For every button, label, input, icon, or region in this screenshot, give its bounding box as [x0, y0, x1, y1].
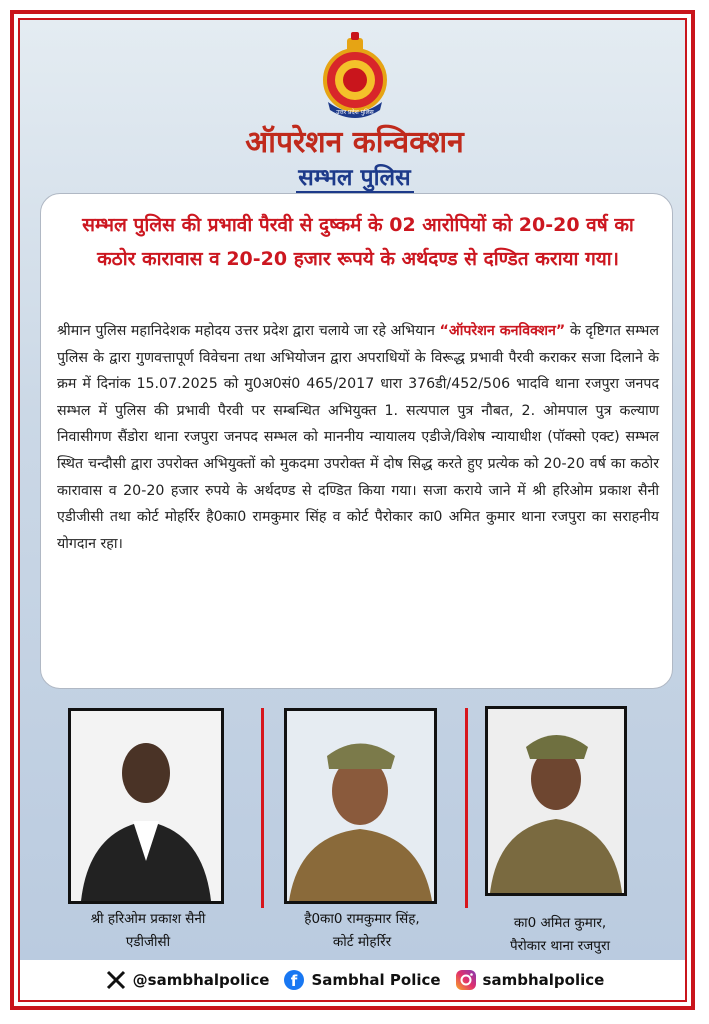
body-before: श्रीमान पुलिस महानिदेशक महोदय उत्तर प्रदेश द्वारा चलाये जा रहे अभियान [57, 323, 440, 339]
facebook-icon [283, 969, 305, 991]
page-title: ऑपरेशन कन्विक्शन [245, 125, 464, 160]
caption-name: है0का0 रामकुमार सिंह, [304, 911, 420, 927]
body-text [57, 318, 659, 557]
caption-head-constable [272, 908, 452, 954]
body-after: के दृष्टिगत सम्भल पुलिस के द्वारा गुणवत्तापूर्ण विवेचना तथा अभियोजन द्वारा अपराधियों के विरूद्ध प्रभावी पैरवी कराकर सजा दिलाने के क्रम में दिनांक 15.07.2025 को मु0अ0सं0 465/2017 धारा 376डी/452/506 भादवि थाना रजपुरा जनपद सम्भल में पुलिस की प्रभावी पैरवी पर सम्बन्धित अभियुक्त 1. सत्यपाल पुत्र नौबत, 2. ओमपाल पुत्र कल्याण निवासीगण सैंडोरा थाना रजपुरा जनपद सम्भल को माननीय न्यायालय एडीजे/विशेष न्यायाधीश (पॉक्सो एक्ट) सम्भल स्थित चन्दौसी द्वारा उपरोक्त अभियुक्तों को मुकदमा उपरोक्त में दोष सिद्ध करते हुए प्रत्येक को 20-20 वर्ष का कठोर कारावास व 20-20 हजार रुपये के अर्थदण्ड से दण्डित किया गया। सजा कराये जाने में श्री हरिओम प्रकाश सैनी एडीजीसी तथा कोर्ट मोहर्रिर है0का0 रामकुमार सिंह व कोर्ट पैरोकार का0 अमित कुमार थाना रजपुरा का सराहनीय योगदान रहा। [57, 323, 659, 552]
instagram-link[interactable] [455, 969, 605, 991]
caption-role: पैरोकार थाना रजपुरा [510, 938, 610, 954]
emblem-text: उत्तर प्रदेश पुलिस [336, 109, 374, 116]
photo-advocate [68, 708, 224, 904]
instagram-icon [455, 969, 477, 991]
body-highlight: “ऑपरेशन कनविक्शन” [439, 323, 566, 339]
caption-name: का0 अमित कुमार, [513, 915, 607, 931]
photo-constable [485, 706, 627, 896]
caption-constable [476, 912, 644, 958]
separator [465, 708, 468, 908]
up-police-emblem-icon [320, 30, 390, 120]
caption-role: कोर्ट मोहर्रिर [332, 934, 392, 950]
svg-text:f: f [291, 972, 298, 990]
facebook-link[interactable] [283, 969, 440, 991]
x-handle: @sambhalpolice [132, 971, 270, 989]
caption-advocate [60, 908, 236, 954]
news-card [40, 193, 673, 689]
x-icon [105, 969, 127, 991]
social-footer [20, 960, 687, 1000]
page-subtitle: सम्भल पुलिस [298, 165, 411, 191]
x-link[interactable] [105, 969, 270, 991]
instagram-handle: sambhalpolice [482, 971, 605, 989]
caption-name: श्री हरिओम प्रकाश सैनी [90, 911, 206, 927]
headline: सम्भल पुलिस की प्रभावी पैरवी से दुष्कर्म के 02 आरोपियों को 20-20 वर्ष का कठोर कारावास व 20-20 हजार रूपये के अर्थदण्ड से दण्डित कराया गया। [82, 214, 634, 270]
facebook-name: Sambhal Police [311, 971, 441, 989]
poster [18, 18, 687, 1002]
caption-role: एडीजीसी [125, 934, 171, 950]
separator [261, 708, 264, 908]
photo-head-constable [284, 708, 437, 904]
